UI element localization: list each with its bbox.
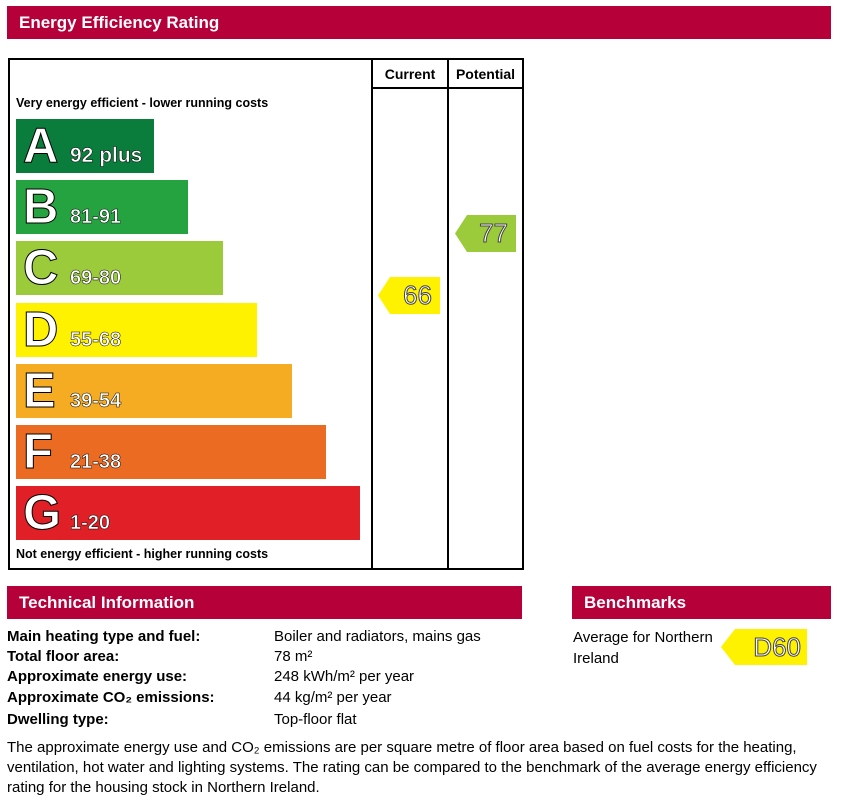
band-letter: A (23, 119, 59, 173)
band-letter: C (23, 241, 59, 296)
energy-rating-header: Energy Efficiency Rating (7, 6, 831, 39)
top-caption: Very energy efficient - lower running costs (16, 96, 269, 110)
tech-value: 44 kg/m² per year (274, 689, 392, 706)
tech-label: Total floor area: (7, 648, 120, 665)
band-letter: F (23, 425, 53, 479)
current-rating-arrow (378, 277, 440, 314)
footnote: The approximate energy use and CO₂ emissions are per square metre of floor area based on fuel costs for the heating, ventilation, hot water and lighting systems. The rating can be compared to the benchmark of the average energy efficiency rating for the housing stock in Northern Ireland. (7, 739, 817, 796)
tech-label: Approximate energy use: (7, 668, 188, 685)
benchmark-rating-arrow (721, 629, 807, 665)
band-letter: G (23, 486, 62, 541)
tech-row-dwelling-type (7, 711, 527, 731)
tech-label: Approximate CO₂ emissions: (7, 689, 215, 706)
tech-label: Dwelling type: (7, 711, 109, 728)
band-range: 1-20 (70, 512, 111, 535)
potential-column-header: Potential (455, 66, 516, 82)
tech-value: Top-floor flat (274, 711, 357, 728)
band-d (16, 303, 257, 357)
band-range: 92 plus (70, 144, 143, 167)
benchmark-rating-value: D60 (753, 632, 801, 662)
potential-rating-arrow (455, 215, 516, 252)
benchmark-label: Average for Northern Ireland (573, 629, 713, 667)
band-letter: B (23, 180, 59, 235)
tech-value: Boiler and radiators, mains gas (274, 628, 481, 645)
energy-rating-chart (8, 58, 524, 570)
band-letter: E (23, 363, 56, 418)
tech-row-heating (7, 628, 527, 648)
tech-value: 78 m² (274, 648, 313, 665)
current-rating-value: 66 (403, 279, 432, 310)
technical-information-header: Technical Information (7, 586, 522, 619)
column-divider (447, 60, 449, 568)
band-range: 81-91 (70, 206, 122, 229)
tech-row-floor-area (7, 648, 527, 668)
band-range: 55-68 (70, 328, 122, 351)
tech-label: Main heating type and fuel: (7, 628, 201, 645)
tech-row-energy-use (7, 668, 527, 688)
benchmarks-header: Benchmarks (572, 586, 831, 619)
tech-value: 248 kWh/m² per year (274, 668, 415, 685)
potential-rating-value: 77 (479, 218, 508, 249)
band-g (16, 486, 360, 540)
band-e (16, 364, 292, 418)
band-range: 39-54 (70, 389, 122, 412)
band-letter: D (23, 302, 59, 357)
band-c (16, 241, 223, 295)
bottom-caption: Not energy efficient - higher running costs (16, 547, 269, 561)
band-f (16, 425, 326, 479)
tech-row-co2-emissions (7, 689, 527, 709)
column-divider (371, 60, 373, 568)
band-b (16, 180, 188, 234)
band-range: 69-80 (70, 267, 122, 290)
band-range: 21-38 (70, 451, 122, 473)
band-a (16, 119, 154, 173)
current-column-header: Current (384, 66, 436, 82)
